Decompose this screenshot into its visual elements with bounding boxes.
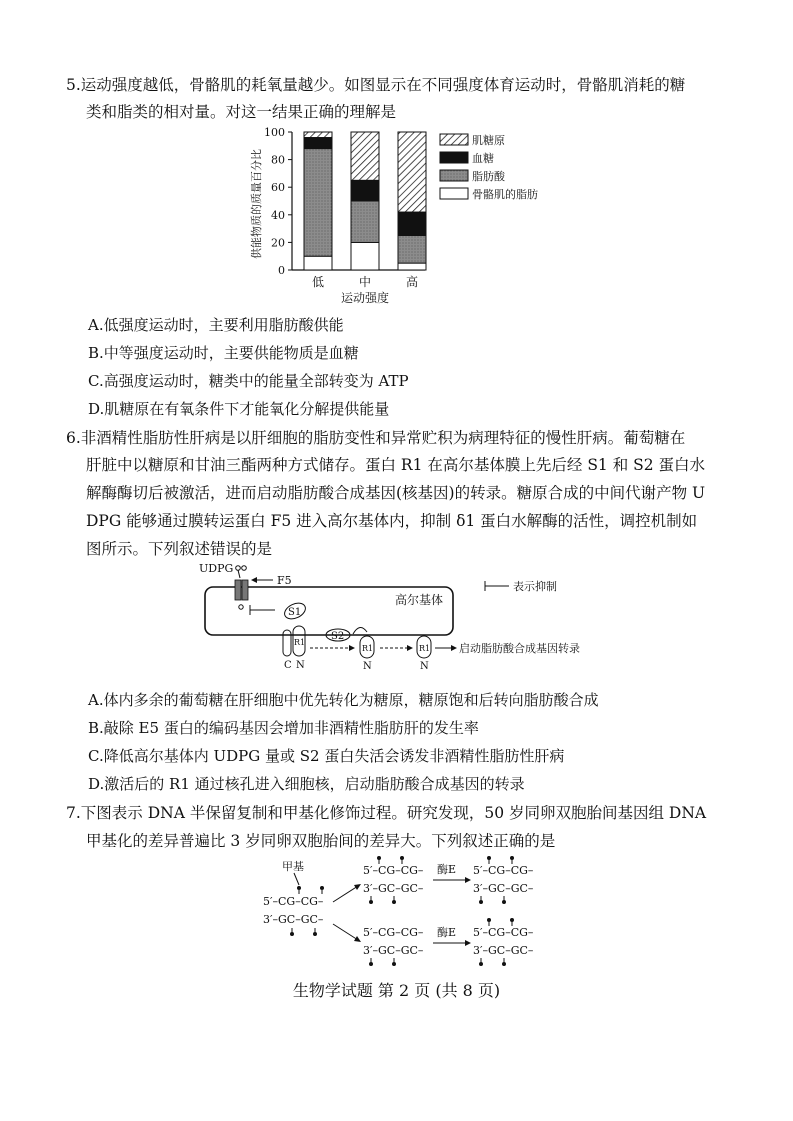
q5-option-d: D.肌糖原在有氧条件下才能氧化分解提供能量 [88, 400, 390, 418]
upper-split-arrow [333, 886, 358, 902]
enzyme-label-upper: 酶E [437, 863, 457, 876]
q6-stem-line2: 肝脏中以糖原和甘油三酯两种方式储存。蛋白 R1 在高尔基体膜上先后经 S1 和 S2 蛋白水 [86, 456, 706, 474]
q7-diagram-svg [255, 856, 545, 968]
dashed-arrow-2-head [407, 645, 413, 651]
n-label-3: N [420, 661, 429, 672]
bar-segment [398, 236, 426, 264]
methyl-group [510, 918, 514, 922]
methyl-group [290, 932, 294, 936]
enzyme-arrow-lower-head [465, 940, 471, 946]
y-tick-label: 60 [271, 181, 285, 195]
lower-left-top: 5′–CG–CG– [363, 926, 424, 939]
q5-option-a: A.低强度运动时，主要利用脂肪酸供能 [88, 316, 344, 334]
methyl-label: 甲基 [282, 860, 304, 873]
bar-segment [398, 212, 426, 235]
y-tick-label: 40 [271, 208, 285, 222]
q5-chart-svg [240, 122, 570, 307]
upper-split-arrow-head [354, 884, 361, 890]
methyl-group [320, 886, 324, 890]
f5-pointer-head [251, 577, 257, 583]
q6-stem-line5: 图所示。下列叙述错误的是 [86, 540, 273, 558]
q6-golgi-diagram [195, 560, 605, 686]
s1-label: S1 [288, 607, 302, 618]
enzyme-arrow-upper-head [465, 877, 471, 883]
bar-segment [304, 138, 332, 149]
n-label-2: N [363, 661, 372, 672]
y-tick-label: 20 [271, 236, 285, 250]
q6-stem-line4: DPG 能够通过膜转运蛋白 F5 进入高尔基体内，抑制 δ1 蛋白水解酶的活性，调控机制如 [86, 512, 698, 530]
upper-left-top: 5′–CG–CG– [363, 864, 424, 877]
r1-label-2: R1 [362, 644, 374, 653]
upper-left-bottom: 3′–GC–GC– [363, 882, 424, 895]
legend-label: 血糖 [472, 152, 494, 165]
legend-swatch [440, 134, 468, 145]
dashed-arrow-1-head [349, 645, 355, 651]
q5-stem-line1: 5.运动强度越低，骨骼肌的耗氧量越少。如图显示在不同强度体育运动时，骨骼肌消耗的糖 [66, 76, 686, 94]
y-tick-label: 80 [271, 153, 285, 167]
q7-stem-line1: 7.下图表示 DNA 半保留复制和甲基化修饰过程。研究发现，50 岁同卵双胞胎间基因组 DNA [66, 804, 707, 822]
y-tick-label: 100 [264, 126, 285, 139]
x-tick-label: 高 [405, 275, 419, 289]
r1-label-1: R1 [294, 638, 306, 647]
parent-top-strand: 5′–CG–CG– [263, 895, 324, 908]
bar-segment [351, 180, 379, 201]
methyl-group [377, 856, 381, 860]
bar-segment [351, 132, 379, 180]
methyl-pointer [294, 873, 299, 885]
s2-cut-arrow [353, 627, 367, 634]
methyl-group [400, 856, 404, 860]
udpg-molecule [236, 566, 247, 578]
methyl-group [487, 918, 491, 922]
s2-label: S2 [331, 631, 345, 642]
result-label: 启动脂肪酸合成基因转录 [459, 642, 580, 655]
q5-bar-chart [240, 122, 570, 311]
legend-swatch [440, 188, 468, 199]
methyl-group [479, 900, 483, 904]
q6-option-c: C.降低高尔基体内 UDPG 量或 S2 蛋白失活会诱发非酒精性脂肪性肝病 [88, 747, 565, 765]
bar-segment [398, 132, 426, 212]
legend-swatch [440, 152, 468, 163]
q6-option-a: A.体内多余的葡萄糖在肝细胞中优先转化为糖原，糖原饱和后转向脂肪酸合成 [88, 691, 599, 709]
upper-right-top: 5′–CG–CG– [473, 864, 534, 877]
c-label: C [284, 660, 292, 671]
q6-option-b: B.敲除 E5 蛋白的编码基因会增加非酒精性脂肪肝的发生率 [88, 719, 479, 737]
methyl-group [313, 932, 317, 936]
methyl-group [392, 900, 396, 904]
q6-diagram-svg [195, 560, 605, 682]
n-label-1: N [296, 660, 305, 671]
lower-left-bottom: 3′–GC–GC– [363, 944, 424, 957]
bar-segment [304, 132, 332, 138]
lower-right-top: 5′–CG–CG– [473, 926, 534, 939]
q7-stem-line2: 甲基化的差异普遍比 3 岁同卵双胞胎间的差异大。下列叙述正确的是 [86, 832, 556, 850]
legend-swatch [440, 170, 468, 181]
q5-option-b: B.中等强度运动时，主要供能物质是血糖 [88, 344, 359, 362]
legend-label: 骨骼肌的脂肪 [472, 188, 538, 201]
methyl-group [392, 962, 396, 966]
bar-segment [351, 201, 379, 242]
bar-segment [304, 149, 332, 257]
lower-split-arrow [333, 924, 358, 940]
golgi-label: 高尔基体 [395, 593, 444, 607]
lower-right-bottom: 3′–GC–GC– [473, 944, 534, 957]
f5-transporter [235, 580, 248, 609]
methyl-group [502, 962, 506, 966]
bar-segment [398, 263, 426, 270]
enzyme-label-lower: 酶E [437, 926, 457, 939]
page-footer: 生物学试题 第 2 页 (共 8 页) [292, 981, 501, 1000]
parent-bottom-strand: 3′–GC–GC– [263, 913, 324, 926]
x-axis-label: 运动强度 [340, 291, 390, 305]
f5-label: F5 [277, 574, 292, 587]
r1-label-3: R1 [419, 644, 431, 653]
bar-segment [351, 242, 379, 270]
methyl-group [369, 900, 373, 904]
lower-split-arrow-head [354, 936, 361, 942]
legend-label: 脂肪酸 [472, 170, 505, 183]
upper-right-bottom: 3′–GC–GC– [473, 882, 534, 895]
result-arrow-head [451, 645, 457, 651]
q6-option-d: D.激活后的 R1 通过核孔进入细胞核，启动脂肪酸合成基因的转录 [88, 775, 525, 793]
bar-segment [304, 256, 332, 270]
methyl-group [297, 886, 301, 890]
c-fragment [283, 630, 291, 656]
udpg-label: UDPG [199, 562, 234, 575]
methyl-group [510, 856, 514, 860]
methyl-group [479, 962, 483, 966]
q5-stem-line2: 类和脂类的相对量。对这一结果正确的理解是 [86, 103, 397, 121]
legend-label: 肌糖原 [472, 134, 505, 147]
q6-stem-line3: 解酶酶切后被激活，进而启动脂肪酸合成基因(核基因)的转录。糖原合成的中间代谢产物 U [86, 484, 706, 502]
x-tick-label: 中 [358, 275, 372, 289]
x-tick-label: 低 [311, 275, 325, 289]
q6-stem-line1: 6.非酒精性脂肪性肝病是以肝细胞的脂肪变性和异常贮积为病理特征的慢性肝病。葡萄糖在 [66, 429, 686, 447]
parent-dna [263, 895, 324, 926]
methyl-group [487, 856, 491, 860]
methyl-group [369, 962, 373, 966]
legend-inhibit-label: 表示抑制 [513, 580, 557, 593]
q7-dna-diagram [255, 856, 545, 972]
y-axis-label: 供能物质的质量百分比 [250, 149, 263, 259]
q5-option-c: C.高强度运动时，糖类中的能量全部转变为 ATP [88, 372, 409, 390]
methyl-group [502, 900, 506, 904]
y-tick-label: 0 [278, 264, 285, 277]
